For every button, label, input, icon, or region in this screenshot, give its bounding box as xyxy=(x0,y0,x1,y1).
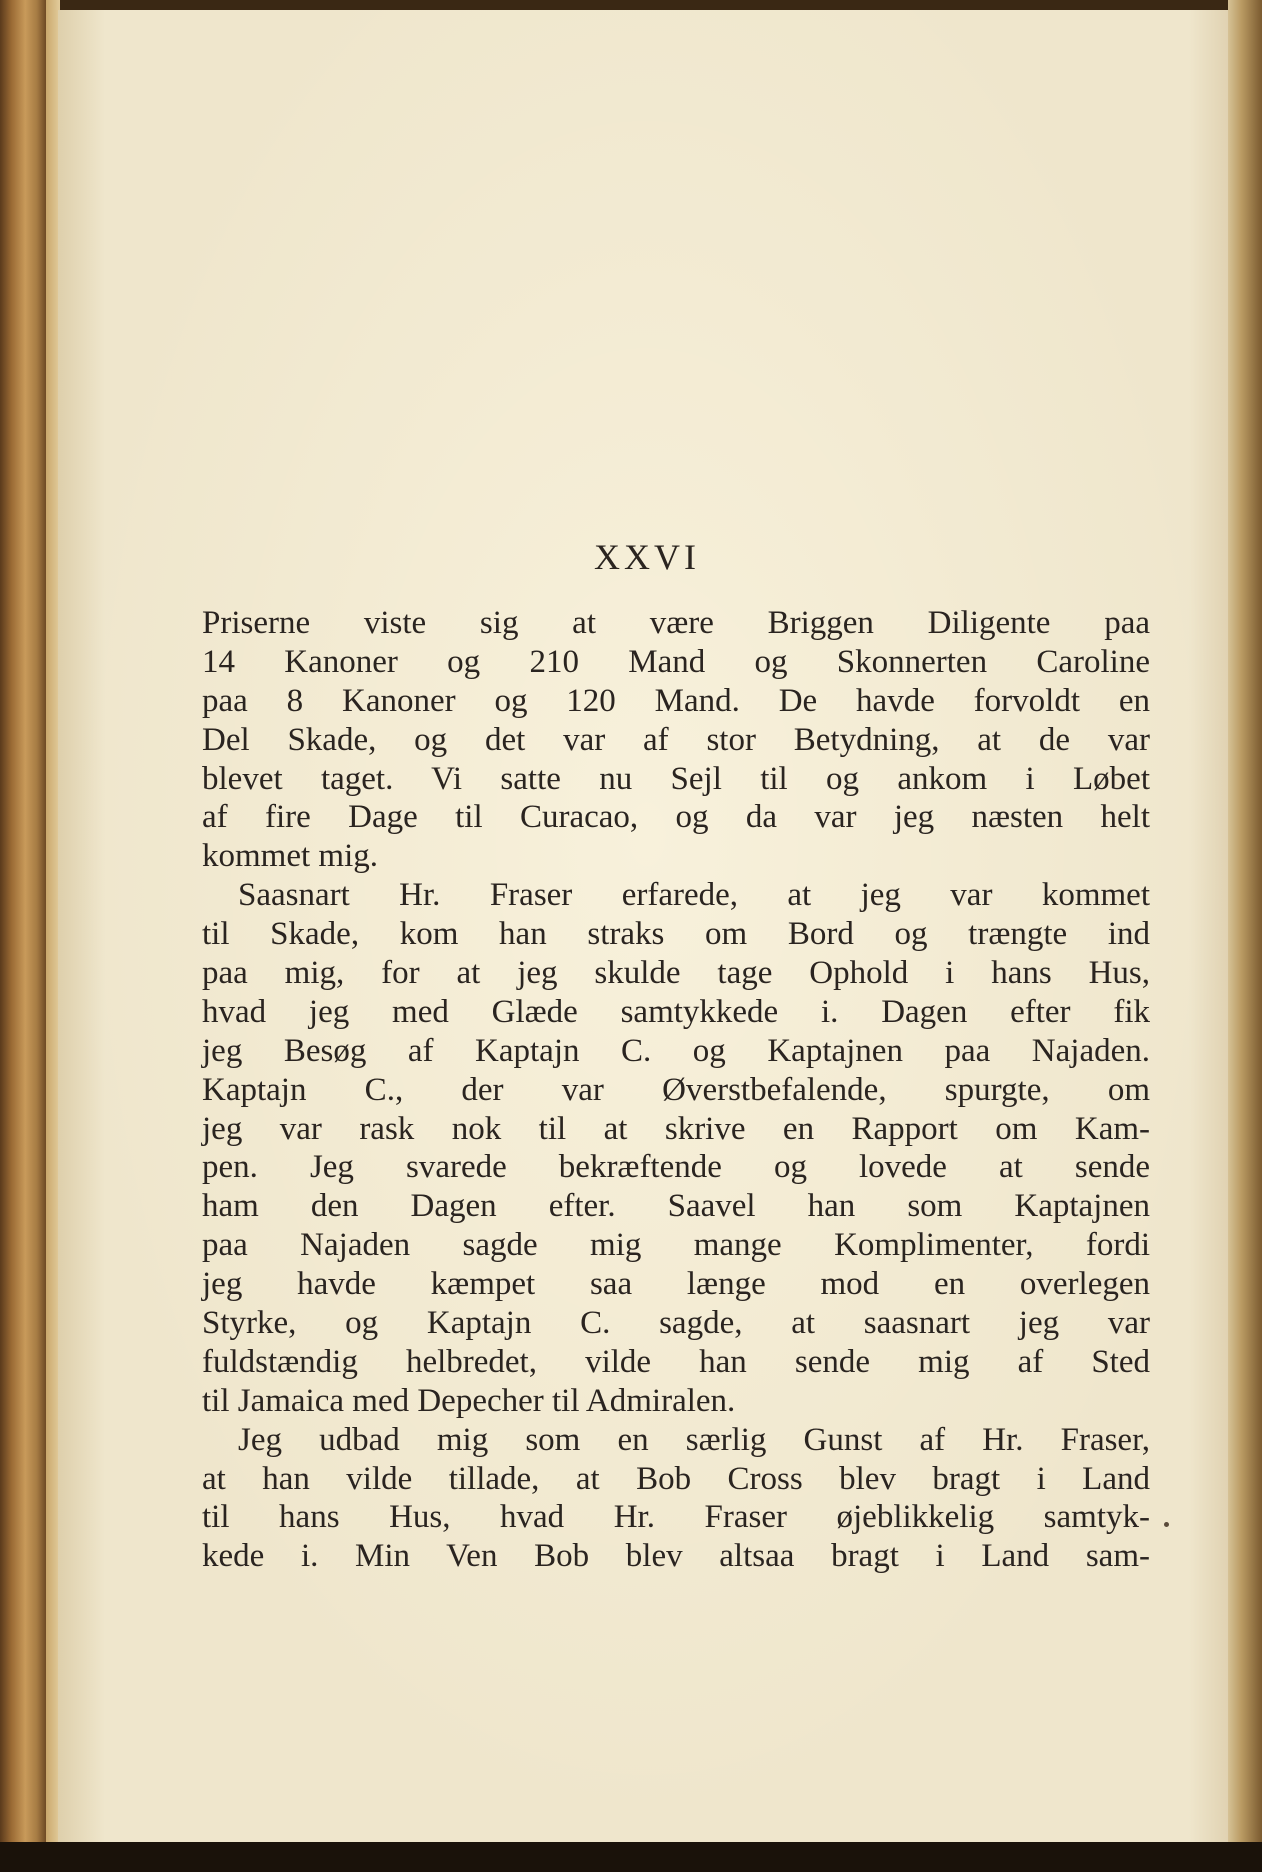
text-line: paa Najaden sagde mig mange Komplimenter, fordi xyxy=(202,1227,1150,1264)
text-line: Jeg udbad mig som en særlig Gunst af Hr. Fraser, xyxy=(238,1421,1150,1458)
text-line: paa mig, for at jeg skulde tage Ophold i hans Hus, xyxy=(202,955,1150,992)
text-line: Del Skade, og det var af stor Betydning, at de var xyxy=(202,721,1150,758)
text-line: til Jamaica med Depecher til Admiralen. xyxy=(202,1382,736,1419)
book-spine xyxy=(0,0,46,1872)
text-line: Kaptajn C., der var Øverstbefalende, spurgte, om xyxy=(202,1071,1150,1108)
right-page-edge xyxy=(1228,0,1262,1872)
text-line: fuldstændig helbredet, vilde han sende mig af Sted xyxy=(202,1343,1150,1380)
body-text xyxy=(202,604,1150,1576)
text-line: til hans Hus, hvad Hr. Fraser øjeblikkelig samtyk- xyxy=(202,1499,1150,1536)
text-line: kede i. Min Ven Bob blev altsaa bragt i Land sam- xyxy=(202,1538,1150,1575)
text-line: kommet mig. xyxy=(202,838,378,875)
bottom-border xyxy=(0,1842,1262,1872)
text-line: Styrke, og Kaptajn C. sagde, at saasnart jeg var xyxy=(202,1305,1150,1342)
text-line: pen. Jeg svarede bekræftende og lovede at sende xyxy=(202,1149,1150,1186)
ink-speck xyxy=(1164,1522,1169,1527)
text-line: jeg var rask nok til at skrive en Rapport om Kam- xyxy=(202,1110,1150,1147)
text-line: Saasnart Hr. Fraser erfarede, at jeg var kommet xyxy=(238,877,1150,914)
text-line: til Skade, kom han straks om Bord og trængte ind xyxy=(202,916,1150,953)
text-line: paa 8 Kanoner og 120 Mand. De havde forvoldt en xyxy=(202,682,1150,719)
text-line: ham den Dagen efter. Saavel han som Kaptajnen xyxy=(202,1188,1150,1225)
text-line: 14 Kanoner og 210 Mand og Skonnerten Caroline xyxy=(202,643,1150,680)
chapter-heading: XXVI xyxy=(594,537,700,577)
top-border xyxy=(0,0,1262,10)
text-line: af fire Dage til Curacao, og da var jeg næsten helt xyxy=(202,799,1150,836)
text-line: hvad jeg med Glæde samtykkede i. Dagen efter fik xyxy=(202,993,1150,1030)
text-line: jeg havde kæmpet saa længe mod en overlegen xyxy=(202,1266,1150,1303)
text-line: jeg Besøg af Kaptajn C. og Kaptajnen paa Najaden. xyxy=(202,1032,1150,1069)
text-line: at han vilde tillade, at Bob Cross blev bragt i Land xyxy=(202,1460,1150,1497)
text-line: Priserne viste sig at være Briggen Diligente paa xyxy=(202,605,1150,641)
text-line: blevet taget. Vi satte nu Sejl til og ankom i Løbet xyxy=(202,760,1150,797)
